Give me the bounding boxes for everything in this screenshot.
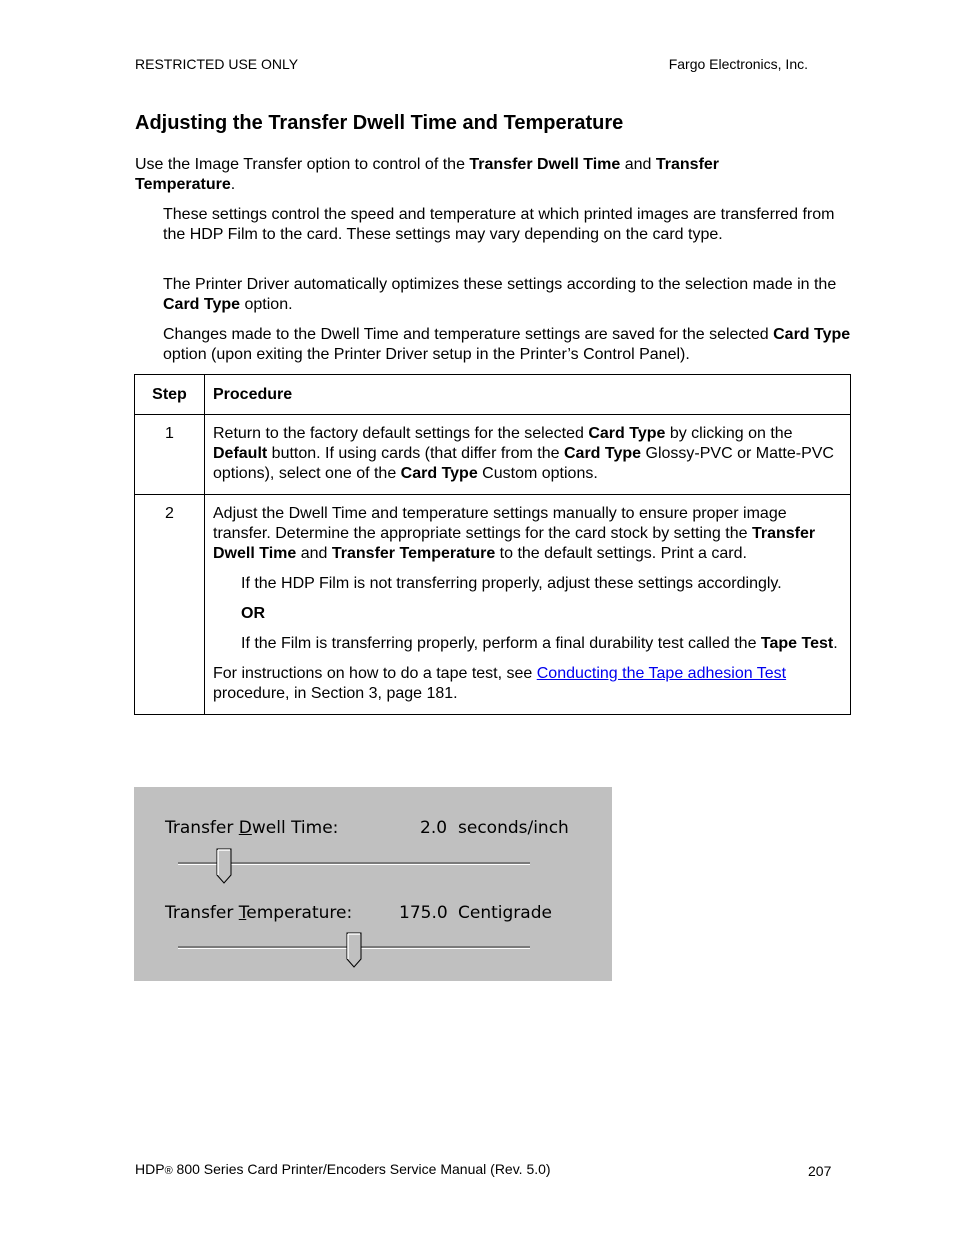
- table-row: [135, 415, 851, 495]
- header-right: Fargo Electronics, Inc.: [668, 56, 808, 72]
- temperature-slider-thumb[interactable]: [346, 932, 362, 968]
- step-procedure: Adjust the Dwell Time and temperature settings manually to ensure proper image transfer. Determine the appropriate settings for the card stock by setting the Transfer Dwell Time and Transfer Temperature to the default settings. Print a card. If the HDP Film is not transferring properly, adjust these settings accordingly. OR If the Film is transferring properly, perform a final durability test called the Tape Test. For instructions on how to do a tape test, see Conducting the Tape adhesion Test procedure, in Section 3, page 181.: [205, 495, 851, 715]
- step-procedure: Return to the factory default settings for the selected Card Type by clicking on the Default button. If using cards (that differ from the Card Type Glossy-PVC or Matte-PVC options), select one of the Card Type Custom options.: [205, 415, 851, 495]
- tape-adhesion-test-link[interactable]: Conducting the Tape adhesion Test: [536, 665, 787, 682]
- dwell-time-label: Transfer Dwell Time:: [165, 818, 339, 838]
- table-row: [135, 495, 851, 715]
- temperature-unit: Centigrade: [458, 903, 552, 923]
- or-label: OR: [241, 605, 265, 622]
- column-header-procedure: Procedure: [205, 375, 851, 415]
- driver-paragraph: The Printer Driver automatically optimizes these settings according to the selection made in the Card Type option.: [163, 276, 837, 313]
- changes-paragraph: Changes made to the Dwell Time and temperature settings are saved for the selected Card Type option (upon exiting the Printer Driver setup in the Printer’s Control Panel).: [163, 326, 851, 363]
- header-left: RESTRICTED USE ONLY: [135, 56, 299, 72]
- tape-test-reference: For instructions on how to do a tape test, see Conducting the Tape adhesion Test procedure, in Section 3, page 181.: [213, 665, 787, 702]
- temperature-value: 175.0: [399, 903, 448, 923]
- dwell-time-slider-thumb[interactable]: [216, 848, 232, 884]
- page-number: 207: [808, 1163, 832, 1179]
- intro-paragraph: Use the Image Transfer option to control of the Transfer Dwell Time and Transfer Temperature.: [135, 156, 720, 193]
- page-title: Adjusting the Transfer Dwell Time and Temperature: [135, 112, 624, 134]
- transfer-settings-dialog: [134, 787, 612, 981]
- procedure-table: [134, 374, 851, 715]
- dwell-time-unit: seconds/inch: [458, 818, 569, 838]
- dwell-time-value: 2.0: [420, 818, 448, 838]
- sub-step-not-transferring: If the HDP Film is not transferring properly, adjust these settings accordingly.: [241, 575, 782, 592]
- temperature-label: Transfer Temperature:: [165, 903, 353, 923]
- column-header-step: Step: [135, 375, 205, 415]
- settings-paragraph: These settings control the speed and temperature at which printed images are transferred from the HDP Film to the card. These settings may vary depending on the card type.: [163, 206, 835, 243]
- sub-step-transferring: If the Film is transferring properly, perform a final durability test called the Tape Test.: [241, 635, 838, 652]
- step-number: 2: [135, 495, 205, 715]
- footer-manual-title: HDP® 800 Series Card Printer/Encoders Service Manual (Rev. 5.0): [135, 1161, 551, 1177]
- table-header-row: [135, 375, 851, 415]
- step-number: 1: [135, 415, 205, 495]
